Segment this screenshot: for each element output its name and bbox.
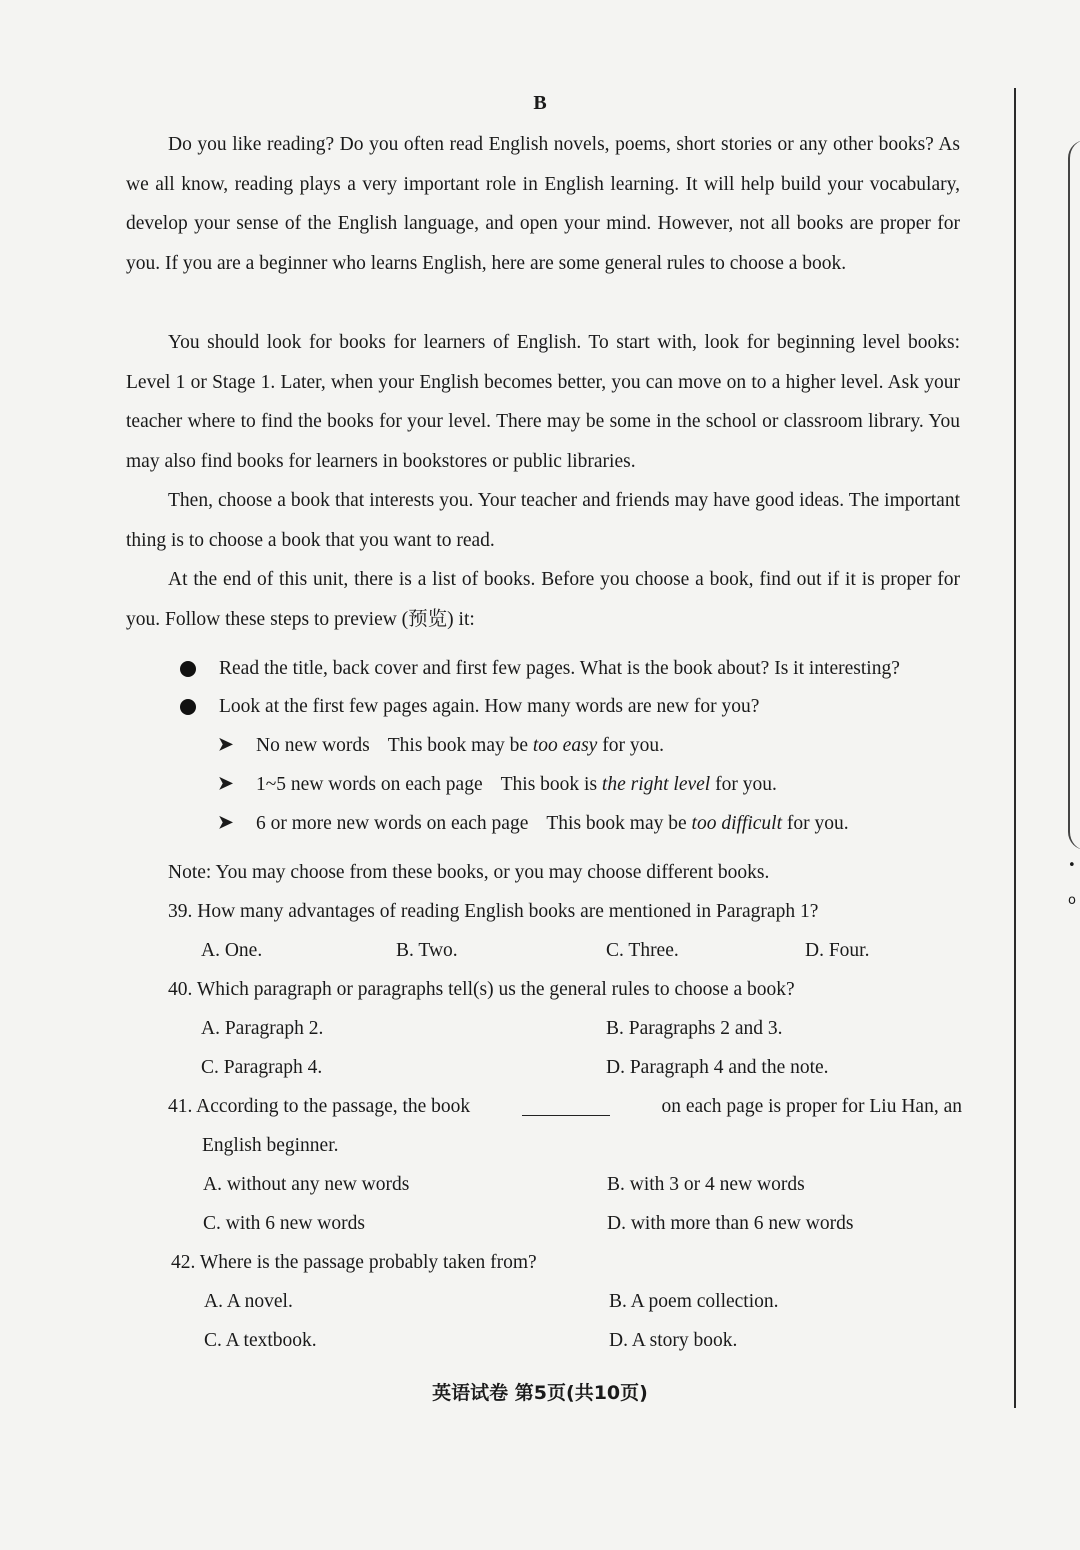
binding-line	[1014, 88, 1016, 1408]
question-39: 39. How many advantages of reading English books are mentioned in Paragraph 1?	[168, 901, 819, 922]
answer-blank	[522, 1090, 610, 1116]
option-39-d[interactable]: D. Four.	[805, 940, 870, 961]
bullet-dot-icon	[180, 699, 196, 715]
sub-item-tail: for you.	[597, 735, 664, 756]
paragraph-3	[126, 481, 960, 560]
option-41-b[interactable]: B. with 3 or 4 new words	[607, 1174, 805, 1195]
question-41-stem-start: 41. According to the passage, the book	[168, 1096, 471, 1117]
option-41-c[interactable]: C. with 6 new words	[203, 1213, 365, 1234]
paragraph-2-text: You should look for books for learners of English. To start with, look for beginning level books: Level 1 or Stage 1. Later, when your English becomes better, you can move on to a higher level. Ask your teacher where to find the books for your level. There may be some in the school or classroom library. You may also find books for learners in bookstores or public libraries.	[126, 332, 960, 472]
option-41-a[interactable]: A. without any new words	[203, 1174, 410, 1195]
sub-item-condition: 6 or more new words on each page	[256, 813, 529, 834]
sub-item-emphasis: too difficult	[691, 813, 782, 834]
edge-mark-2: o	[1068, 893, 1076, 908]
paragraph-3-text: Then, choose a book that interests you. Your teacher and friends may have good ideas. The important thing is to choose a book that you want to read.	[126, 490, 960, 551]
option-41-d[interactable]: D. with more than 6 new words	[607, 1213, 854, 1234]
question-41-stem-line2: English beginner.	[202, 1135, 339, 1156]
sub-item-tail: for you.	[782, 813, 849, 834]
question-41-stem-end: on each page is proper for Liu Han, an	[661, 1096, 962, 1117]
option-42-c[interactable]: C. A textbook.	[204, 1330, 317, 1351]
arrow-icon: ➤	[218, 734, 234, 754]
option-39-a[interactable]: A. One.	[201, 940, 263, 961]
paragraph-2	[126, 323, 960, 481]
option-42-a[interactable]: A. A novel.	[204, 1291, 293, 1312]
arrow-icon: ➤	[218, 773, 234, 793]
sub-item-1	[256, 733, 664, 759]
paragraph-1	[126, 125, 960, 283]
sub-item-result: This book may be	[546, 813, 692, 834]
bullet-dot-icon	[180, 661, 196, 677]
edge-mark-1: •	[1068, 858, 1076, 873]
adjacent-page-edge	[1068, 140, 1080, 850]
sub-item-emphasis: the right level	[601, 774, 711, 795]
option-39-c[interactable]: C. Three.	[606, 940, 679, 961]
paragraph-1-text: Do you like reading? Do you often read English novels, poems, short stories or any other books? As we all know, reading plays a very important role in English learning. It will help build your vocabulary, develop your sense of the English language, and open your mind. However, not all books are proper for you. If you are a beginner who learns English, here are some general rules to choose a book.	[126, 134, 960, 274]
bullet-item-1: Read the title, back cover and first few pages. What is the book about? Is it interesting?	[219, 658, 900, 679]
sub-item-condition: 1~5 new words on each page	[256, 774, 483, 795]
sub-item-3	[256, 811, 849, 837]
paragraph-4	[126, 560, 960, 639]
option-40-c[interactable]: C. Paragraph 4.	[201, 1057, 323, 1078]
option-40-a[interactable]: A. Paragraph 2.	[201, 1018, 324, 1039]
sub-item-emphasis: too easy	[532, 735, 598, 756]
bullet-item-2: Look at the first few pages again. How many words are new for you?	[219, 696, 760, 717]
option-42-d[interactable]: D. A story book.	[609, 1330, 738, 1351]
page-footer: 英语试卷 第5页(共10页)	[432, 1382, 648, 1404]
note: Note: You may choose from these books, or you may choose different books.	[168, 862, 770, 883]
option-40-d[interactable]: D. Paragraph 4 and the note.	[606, 1057, 829, 1078]
sub-item-result: This book may be	[387, 735, 533, 756]
sub-item-result: This book is	[500, 774, 602, 795]
question-41	[168, 1094, 962, 1120]
arrow-icon: ➤	[218, 812, 234, 832]
sub-item-tail: for you.	[710, 774, 777, 795]
sub-item-condition: No new words	[256, 735, 370, 756]
paragraph-4-text: At the end of this unit, there is a list of books. Before you choose a book, find out if it is proper for you. Follow these steps to preview (预览) it:	[126, 569, 960, 630]
question-42: 42. Where is the passage probably taken from?	[171, 1252, 537, 1273]
option-42-b[interactable]: B. A poem collection.	[609, 1291, 779, 1312]
option-39-b[interactable]: B. Two.	[396, 940, 458, 961]
section-letter: B	[533, 92, 547, 114]
question-40: 40. Which paragraph or paragraphs tell(s) us the general rules to choose a book?	[168, 979, 795, 1000]
sub-item-2	[256, 772, 777, 798]
option-40-b[interactable]: B. Paragraphs 2 and 3.	[606, 1018, 783, 1039]
